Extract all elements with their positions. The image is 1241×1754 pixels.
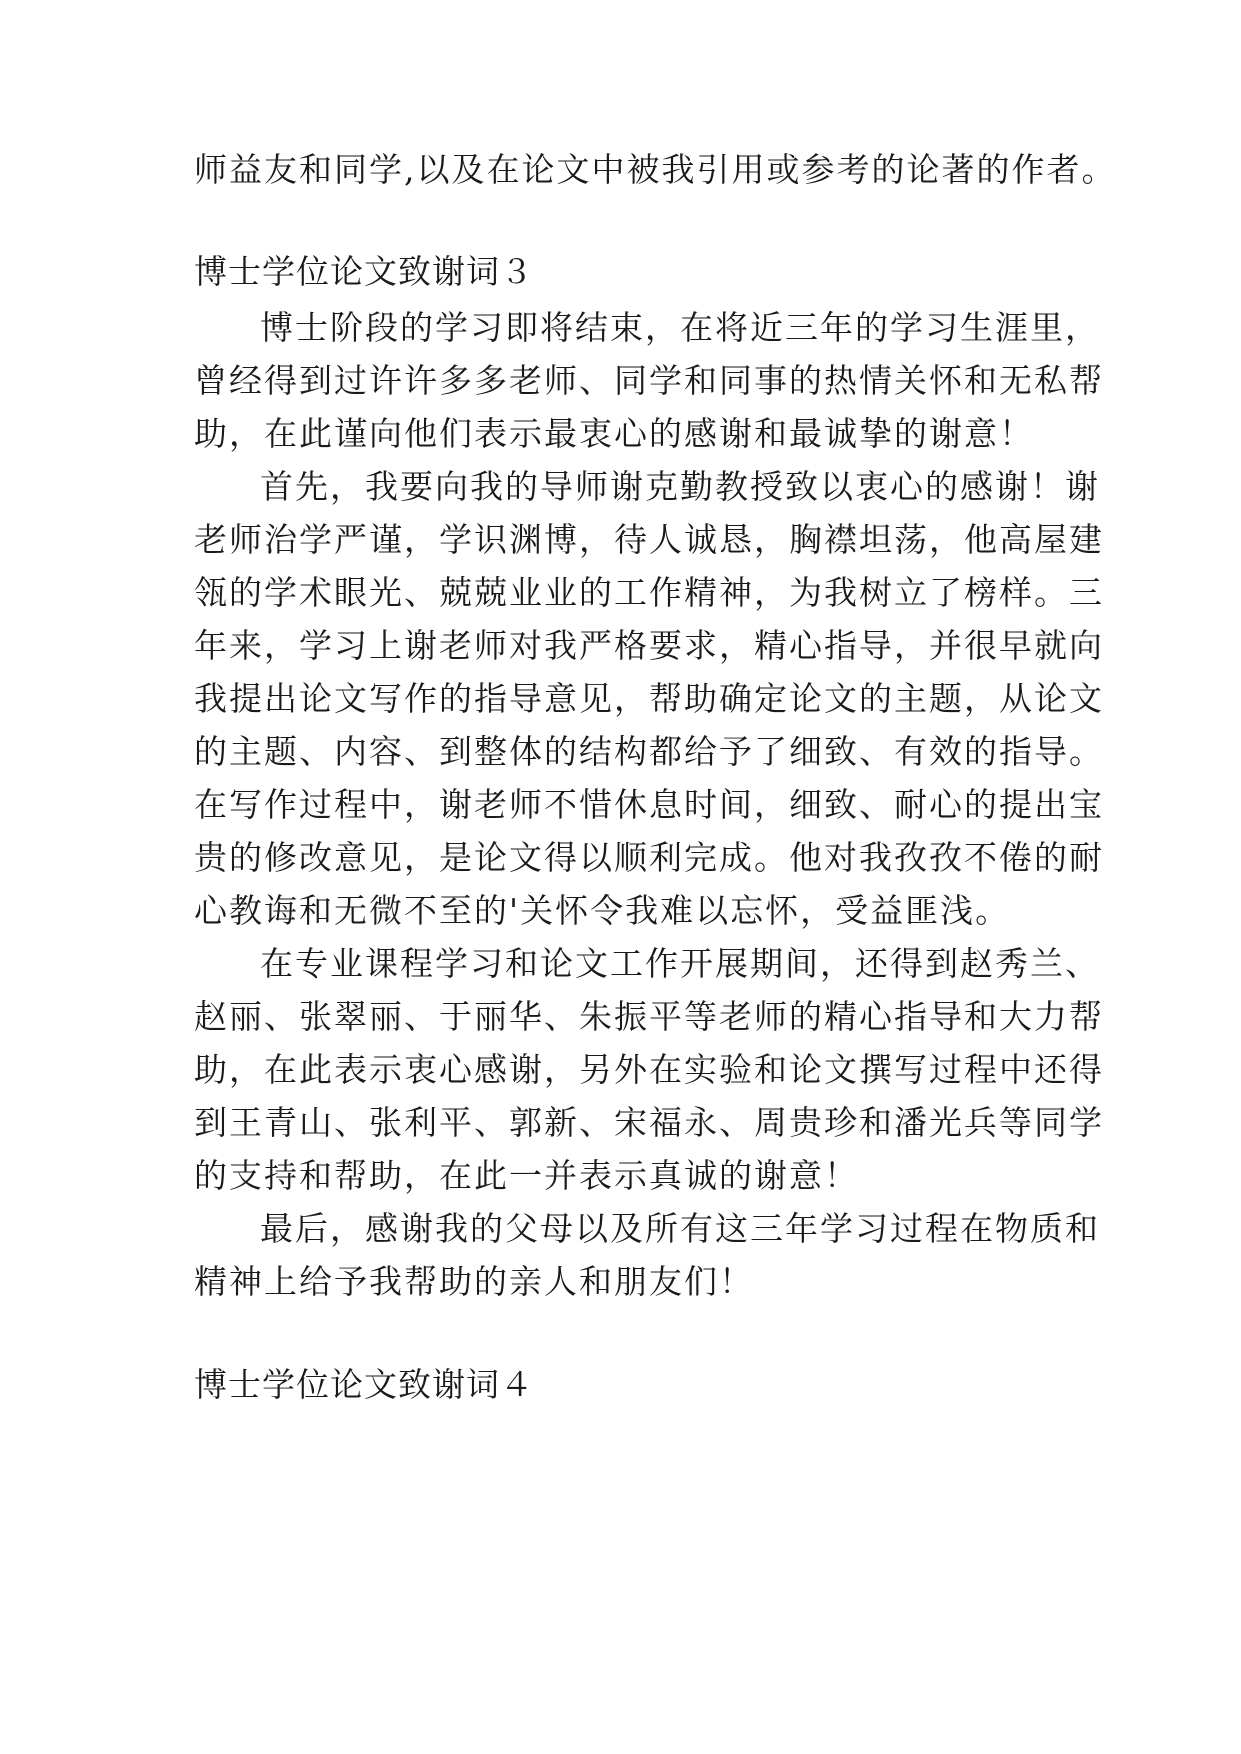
paragraph-line: 的支持和帮助，在此一并表示真诚的谢意！: [194, 1156, 859, 1195]
paragraph-line: 的主题、内容、到整体的结构都给予了细致、有效的指导。: [194, 732, 1104, 771]
paragraph-line: 助，在此谨向他们表示最衷心的感谢和最诚挚的谢意！: [194, 414, 1034, 453]
paragraph-line: 到王青山、张利平、郭新、宋福永、周贵珍和潘光兵等同学: [194, 1103, 1104, 1142]
paragraph-line: 我提出论文写作的指导意见，帮助确定论文的主题，从论文: [194, 679, 1104, 718]
continuation-line: 师益友和同学,以及在论文中被我引用或参考的论著的作者。: [194, 150, 1117, 189]
paragraph-line: 首先，我要向我的导师谢克勤教授致以衷心的感谢！谢: [260, 467, 1100, 506]
paragraph-line: 贵的修改意见，是论文得以顺利完成。他对我孜孜不倦的耐: [194, 838, 1104, 877]
paragraph-line: 曾经得到过许许多多老师、同学和同事的热情关怀和无私帮: [194, 361, 1104, 400]
paragraph-line: 精神上给予我帮助的亲人和朋友们！: [194, 1262, 754, 1301]
paragraph-line: 心教诲和无微不至的'关怀令我难以忘怀，受益匪浅。: [194, 891, 1011, 930]
paragraph-line: 在写作过程中，谢老师不惜休息时间，细致、耐心的提出宝: [194, 785, 1104, 824]
paragraph-line: 年来，学习上谢老师对我严格要求，精心指导，并很早就向: [194, 626, 1104, 665]
paragraph-line: 助，在此表示衷心感谢，另外在实验和论文撰写过程中还得: [194, 1050, 1104, 1089]
paragraph-line: 博士阶段的学习即将结束，在将近三年的学习生涯里，: [260, 308, 1100, 347]
paragraph-line: 最后，感谢我的父母以及所有这三年学习过程在物质和: [260, 1209, 1100, 1248]
paragraph-line: 在专业课程学习和论文工作开展期间，还得到赵秀兰、: [260, 944, 1100, 983]
section-3-heading: 博士学位论文致谢词３: [194, 252, 534, 291]
paragraph-line: 赵丽、张翠丽、于丽华、朱振平等老师的精心指导和大力帮: [194, 997, 1104, 1036]
paragraph-line: 老师治学严谨，学识渊博，待人诚恳，胸襟坦荡，他高屋建: [194, 520, 1104, 559]
paragraph-line: 瓴的学术眼光、兢兢业业的工作精神，为我树立了榜样。三: [194, 573, 1104, 612]
section-4-heading: 博士学位论文致谢词４: [194, 1365, 534, 1404]
